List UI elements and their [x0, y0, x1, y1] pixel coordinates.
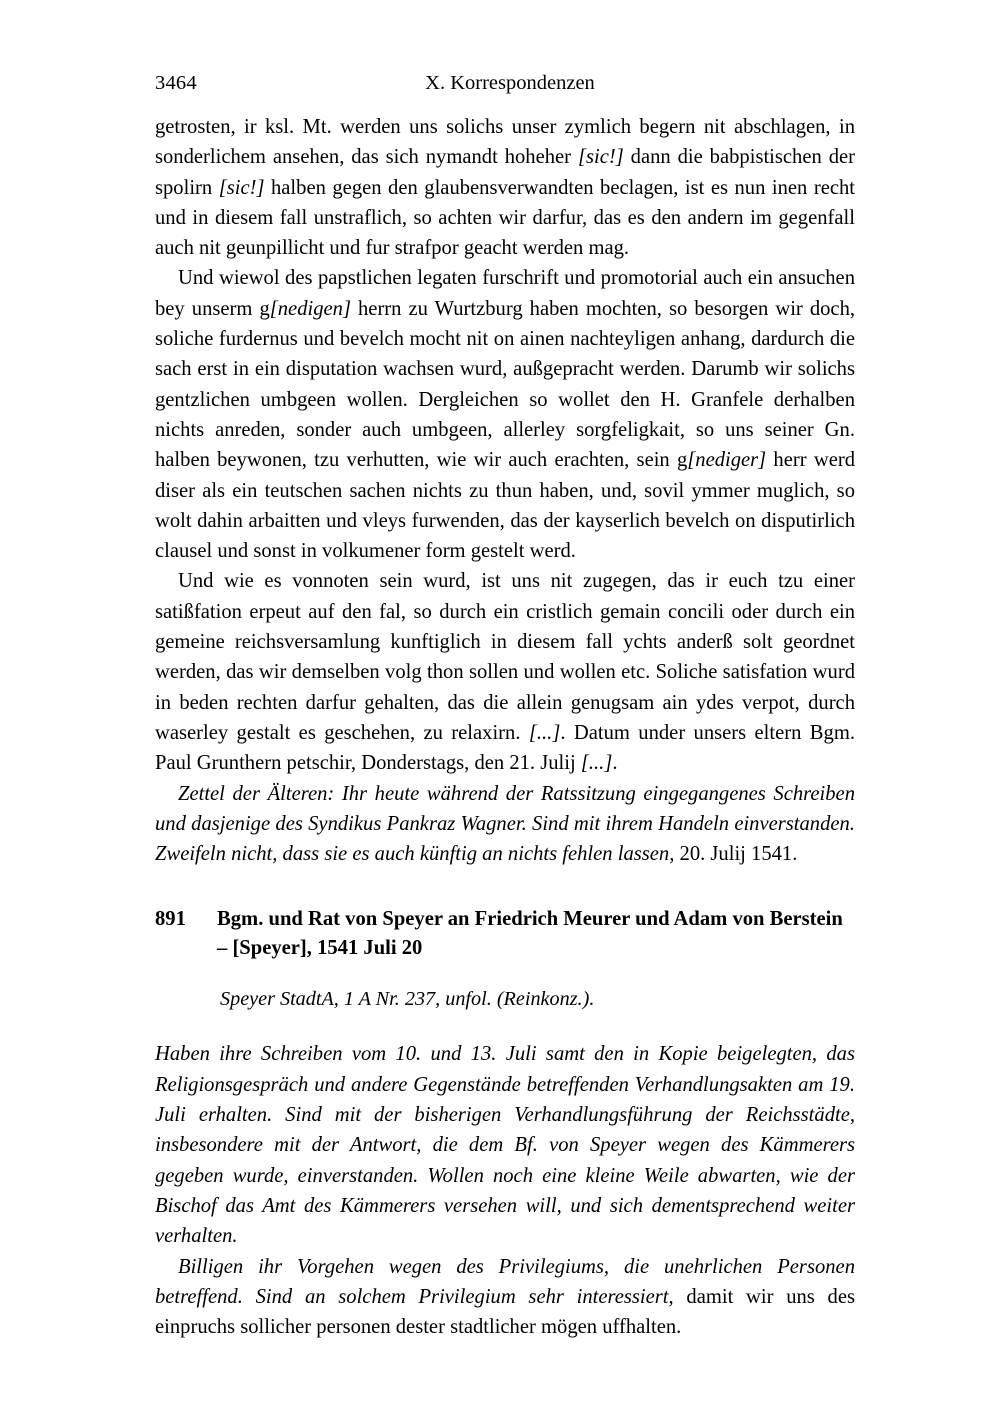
paragraph: Billigen ihr Vorgehen wegen des Privilegiums, die unehrlichen Personen betreffend. Sind an solchem Privilegium sehr interessiert, damit wir uns des einpruchs sollicher personen dester stadtlicher mögen uffhalten. — [155, 1255, 856, 1339]
section-title-line-2: – [Speyer], 1541 Juli 20 — [217, 937, 423, 960]
paragraph: Und wiewol des papstlichen legaten furschrift und promotorial auch ein ansuchen bey unserm g[nedigen] herrn zu Wurtzburg haben mochten, so besorgen wir doch, soliche furdernus und bevelch mocht nit on ainen nachteyligen anhang, dardurch die sach erst in ein disputation wachsen wurd, außgepracht werden. Darumb wir solichs gentzlichen umbgeen wollen. Dergleichen so wollet den H. Granfele derhalben nichts anreden, sonder auch umbgeen, allerley sorgfeligkait, so uns seiner Gn. halben beywonen, tzu verhutten, wie wir auch erachten, sein g[nediger] herr werd diser als ein teutschen sachen nichts zu thun haben, und, sovil ymmer muglich, so wolt dahin arbaitten und vleys furwenden, das der kayserlich bevelch on disputirlich clausel und sonst in volkumener form gestelt werd. — [155, 267, 856, 563]
paragraph: Und wie es vonnoten sein wurd, ist uns nit zugegen, das ir euch tzu einer satißfation erpeut auf den fal, so durch ein cristlich gemain concili oder durch ein gemeine reichsversamlung kunftiglich in diesem fall ychts anderß solt geordnet werden, das wir demselben volg thon sollen und wollen etc. Soliche satisfation wurd in beden rechten darfur gehalten, das die allein genugsam ain ydes verpot, durch waserley gestalt es geschehen, zu relaxirn. [...]. Datum under unsers eltern Bgm. Paul Grunthern petschir, Donderstags, den 21. Julij [...]. — [155, 570, 855, 775]
archive-source-reference: Speyer StadtA, 1 A Nr. 237, unfol. (Reinkonz.). — [220, 988, 595, 1011]
edited-source-text — [155, 112, 855, 869]
running-header — [155, 72, 855, 112]
paragraph: getrosten, ir ksl. Mt. werden uns solichs unser zymlich begern nit abschlagen, in sonderlichem ansehen, das sich nymandt hoheher [sic!] dann die babpistischen der spolirn [sic!] halben gegen den glaubensverwandten beclagen, ist es nun inen recht und in diesem fall unstraflich, so achten wir darfur, das es den andern im gegenfall auch nit geunpillicht und fur strafpor geacht werden mag. — [155, 116, 856, 260]
paragraph: Haben ihre Schreiben vom 10. und 13. Juli samt den in Kopie beigelegten, das Religionsgespräch und andere Gegenstände betreffenden Verhandlungsakten am 19. Juli erhalten. Sind mit der bisherigen Verhandlungsführung der Reichsstädte, insbesondere mit der Antwort, die dem Bf. von Speyer wegen des Kämmerers gegeben wurde, einverstanden. Wollen noch eine kleine Weile abwarten, wie der Bischof das Amt des Kämmerers versehen will, und sich dementsprechend weiter verhalten. — [155, 1043, 855, 1248]
page-number: 3464 — [155, 72, 197, 94]
section-title-line-1: Bgm. und Rat von Speyer an Friedrich Meurer und Adam von Berstein — [217, 908, 843, 931]
running-header-title: X. Korrespondenzen — [425, 72, 595, 94]
section-title — [217, 905, 855, 963]
document-abstract — [155, 1039, 855, 1342]
section-heading — [155, 905, 855, 963]
page-content — [155, 72, 855, 1342]
paragraph-zettel: Zettel der Älteren: Ihr heute während der Ratssitzung eingegangenes Schreiben und dasjenige des Syndikus Pankraz Wagner. Sind mit ihrem Handeln einverstanden. Zweifeln nicht, dass sie es auch künftig an nichts fehlen lassen, 20. Julij 1541. — [155, 782, 855, 866]
section-number: 891 — [155, 908, 186, 931]
